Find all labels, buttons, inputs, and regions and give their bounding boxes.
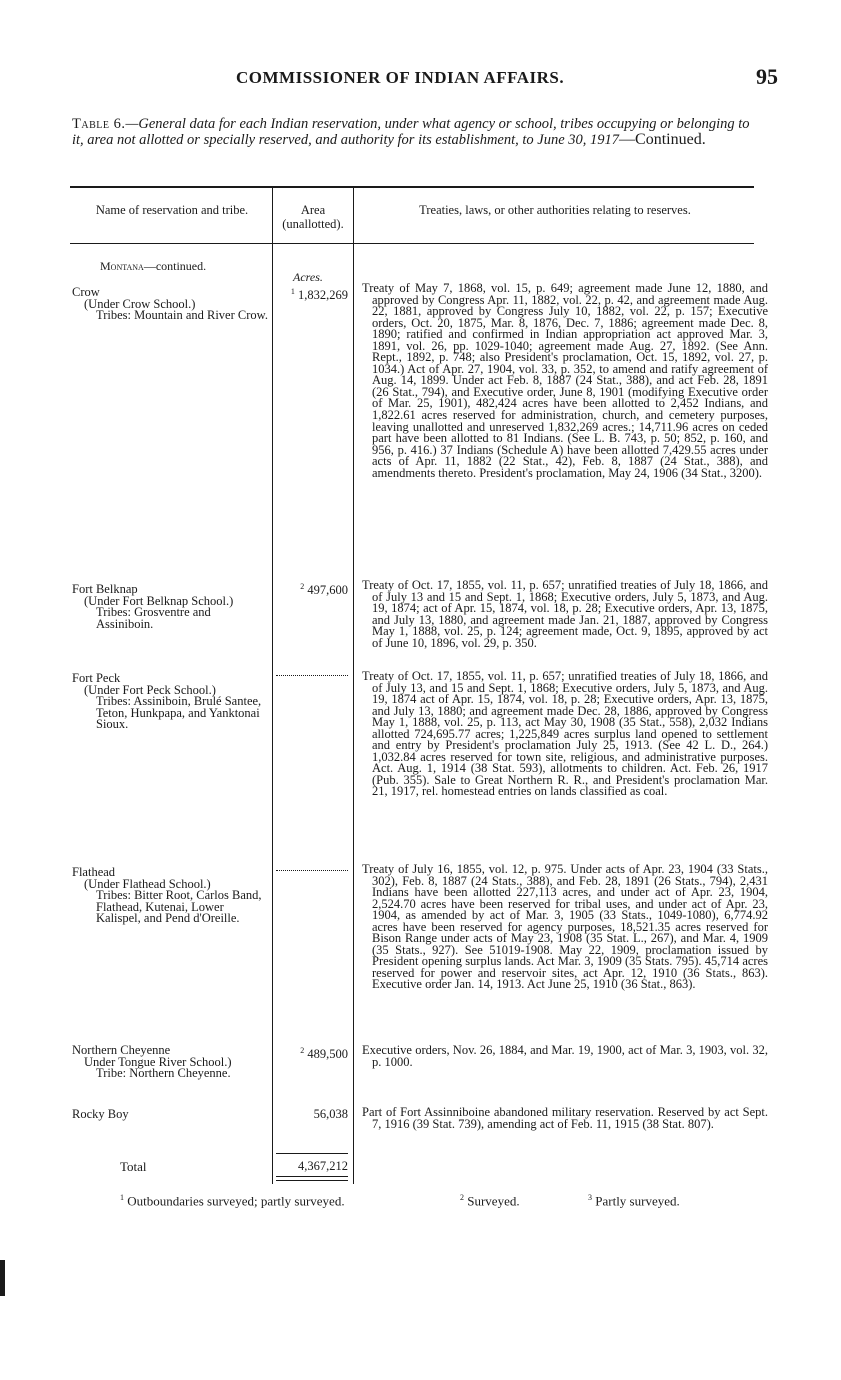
footnote-ref: 2: [300, 1046, 305, 1055]
reservation-agency: (Under Crow School.): [84, 296, 196, 311]
table-row: [72, 1109, 268, 1121]
reservation-name: Rocky Boy: [72, 1107, 129, 1121]
column-header-treaties: Treaties, laws, or other authorities relating to reserves.: [419, 203, 691, 217]
table-row: [72, 673, 268, 731]
footnote-mark: 1: [120, 1193, 124, 1202]
footnote-text: Outboundaries surveyed; partly surveyed.: [127, 1193, 345, 1209]
reservation-agency: (Under Flathead School.): [84, 876, 211, 891]
header-bottom-rule: [70, 243, 754, 244]
area-value: $^2$ 497,600: [300, 582, 348, 598]
area-value: $^1$ 1,832,269: [290, 287, 348, 303]
total-value: 4,367,212: [298, 1159, 348, 1173]
footnote-mark: 2: [460, 1193, 464, 1202]
total-label: Total: [120, 1159, 147, 1174]
running-head: COMMISSIONER OF INDIAN AFFAIRS.: [236, 68, 565, 87]
total-bottom-rule-2: [276, 1180, 348, 1181]
table-row: [72, 867, 268, 925]
table-label: Table 6.: [72, 116, 126, 132]
reservation-tribes: Tribes: Grosventre and Assiniboin.: [96, 605, 211, 631]
footnote-ref: 2: [300, 582, 305, 591]
table-continued: —Continued.: [619, 131, 706, 148]
footnote-text: Surveyed.: [467, 1193, 520, 1209]
column-divider-2: [353, 188, 354, 1184]
footnote: [120, 1193, 345, 1209]
area-leader-dots: [276, 870, 348, 871]
footnote: [460, 1193, 520, 1209]
table-row: [72, 1045, 268, 1080]
reservation-agency: (Under Fort Belknap School.): [84, 593, 234, 608]
reservation-name: Fort Belknap: [72, 582, 138, 596]
area-value: $^2$ 489,500: [300, 1046, 348, 1062]
state-name: Montana: [100, 259, 144, 273]
reservation-agency: (Under Fort Peck School.): [84, 682, 216, 697]
reservation-tribes: Tribes: Bitter Root, Carlos Band, Flathead, Kutenai, Lower Kalispel, and Pend d'Oreille.: [96, 888, 262, 926]
authority-text: Part of Fort Assinniboine abandoned military reservation. Reserved by act Sept. 7, 1916 (39 Stat. 739), amending act of Feb. 11, 1915 (38 Stat. 807).: [362, 1105, 768, 1131]
footnote: [588, 1193, 680, 1209]
reservation-tribes: Tribe: Northern Cheyenne.: [96, 1066, 231, 1081]
reservation-tribes: Tribes: Mountain and River Crow.: [96, 308, 268, 323]
footnote-text: Partly surveyed.: [595, 1193, 680, 1209]
page-number: 95: [756, 64, 778, 89]
scan-edge-mark: [0, 1260, 5, 1296]
total-bottom-rule-1: [276, 1176, 348, 1177]
reservation-name: Crow: [72, 285, 100, 299]
authority-text: Executive orders, Nov. 26, 1884, and Mar. 19, 1900, act of Mar. 3, 1903, vol. 32, p. 1000.: [362, 1043, 768, 1069]
column-divider-1: [272, 188, 273, 1184]
table-title: —General data for each Indian reservation, under what agency or school, tribes occupying or belonging to it, area not allotted or specially reserved, and authority for its establishment, to June 30, 1917: [72, 116, 750, 148]
reservation-agency: Under Tongue River School.): [84, 1054, 232, 1069]
table-caption: [72, 116, 758, 148]
total-top-rule: [276, 1153, 348, 1154]
area-leader-dots: [276, 675, 348, 676]
authority-text: Treaty of May 7, 1868, vol. 15, p. 649; agreement made June 12, 1880, and approved by Congress Apr. 11, 1882, vol. 22, p. 42, and agreement made Aug. 22, 1881, approved by Congress July 10, 1882, vol. 22, p. 157; Executive orders, Oct. 20, 1875, Mar. 8, 1876, Dec. 7, 1886; agreement made Dec. 8, 1890; ratified and confirmed in Indian appropriation act approved Mar. 3, 1891, vol. 26, pp. 1029-1040; agreement made Aug. 27, 1892. (See Ann. Rept., 1892, p. 748; also President's proclamation, Oct. 15, 1892, vol. 27, p. 1034.) Act of Apr. 27, 1904, vol. 33, p. 352, to amend and ratify agreement of Aug. 14, 1899. Under act Feb. 8, 1887 (24 Stat., 388), and act Feb. 28, 1891 (26 Stat., 794), and Executive order, June 8, 1901 (modifying Executive order of Mar. 25, 1901), 482,424 acres have been allotted to 2,452 Indians, and 1,822.61 acres reserved for administration, church, and cemetery purposes, leaving unallotted and unreserved 1,832,269 acres.; 14,711.96 acres on ceded part have been allotted to 81 Indians. (See L. B. 743, p. 50; 852, p. 160, and 956, p. 416.) 37 Indians (Schedule A) have been allotted 7,429.55 acres under acts of Apr. 11, 1882 (22 Stat., 42), Feb. 8, 1887 (24 Stat., 388), and amendments thereto. President's proclamation, May 24, 1906 (34 Stat., 3200).: [362, 281, 768, 480]
table-row: [72, 584, 268, 630]
reservation-name: Fort Peck: [72, 671, 121, 685]
reservation-tribes: Tribes: Assiniboin, Brulé Santee, Teton, Hunkpapa, and Yanktonai Sioux.: [96, 694, 262, 732]
reservation-name: Northern Cheyenne: [72, 1043, 171, 1057]
footnote-mark: 3: [588, 1193, 592, 1202]
state-suffix: —continued.: [143, 259, 207, 273]
authority-text: Treaty of Oct. 17, 1855, vol. 11, p. 657; unratified treaties of July 18, 1866, and of July 13, and 15 and Sept. 1, 1868; Executive orders, July 5, 1873, and Aug. 19, 1874 act of Apr. 15, 1874, vol. 18, p. 28; Executive orders, Apr. 13, 1875, and July 13, 1880; and agreement made Dec. 28, 1886, approved by Congress May 1, 1888, vol. 25, p. 113, act May 30, 1908 (35 Stat., 558), 2,032 Indians allotted 724,695.77 acres; 1,225,849 acres surplus land opened to settlement and entry by President's proclamation July 25, 1913. (See 42 L. D., 264.) 1,032.84 acres reserved for town site, religious, and administrative purposes. Act. Aug. 1, 1914 (38 Stat. 593), allotments to children. Act. Feb. 26, 1917 (Pub. 355). Sale to Great Northern R. R., and President's proclamation Mar. 21, 1917, rel. homestead entries on lands classified as coal.: [362, 669, 768, 799]
state-heading: [100, 259, 206, 274]
area-unit: Acres.: [293, 270, 323, 284]
authority-text: Treaty of July 16, 1855, vol. 12, p. 975. Under acts of Apr. 23, 1904 (33 Stats., 302), Feb. 8, 1887 (24 Stats., 388), and Feb. 28, 1891 (26 Stats., 794), 2,431 Indians have been allotted 227,113 acres, and under act of Apr. 23, 1904, 2,524.70 acres have been reserved for tribal uses, and under act of Apr. 23, 1904, as amended by act of Mar. 3, 1905 (33 Stats., 1049-1080), 6,774.92 acres have been reserved for agency purposes, 18,521.35 acres reserved for Bison Range under acts of May 23, 1908 (35 Stat. L., 267), and Mar. 4, 1909 (35 Stats., 927). See 51019-1908. May 22, 1909, proclamation issued by President opening surplus lands. Act Mar. 3, 1909 (35 Stats. 795). 45,714 acres reserved for power and reservoir sites, act Apr. 12, 1910 (36 Stats., 863). Executive order Jan. 14, 1913. Act June 25, 1910 (36 Stat., 863).: [362, 862, 768, 992]
footnote-ref: 1: [290, 287, 295, 296]
column-header-name: Name of reservation and tribe.: [95, 203, 249, 217]
authority-text: Treaty of Oct. 17, 1855, vol. 11, p. 657; unratified treaties of July 18, 1866, and of July 13 and 15 and Sept. 1, 1868; Executive orders, July 5, 1873, and Aug. 19, 1874; act of Apr. 15, 1874, vol. 18, p. 28; Executive orders, Apr. 13, 1875, and July 13, 1880, and agreement made Jan. 21, 1887, approved by Congress May 1, 1888, vol. 25, p. 124; agreement made, Oct. 9, 1895, approved by act of June 10, 1896, vol. 29, p. 350.: [362, 578, 768, 650]
table-row: [72, 287, 268, 322]
table-top-rule: [70, 186, 754, 188]
area-value: 56,038: [313, 1107, 348, 1121]
reservation-name: Flathead: [72, 865, 116, 879]
column-header-area: Area (unallotted).: [282, 203, 344, 231]
